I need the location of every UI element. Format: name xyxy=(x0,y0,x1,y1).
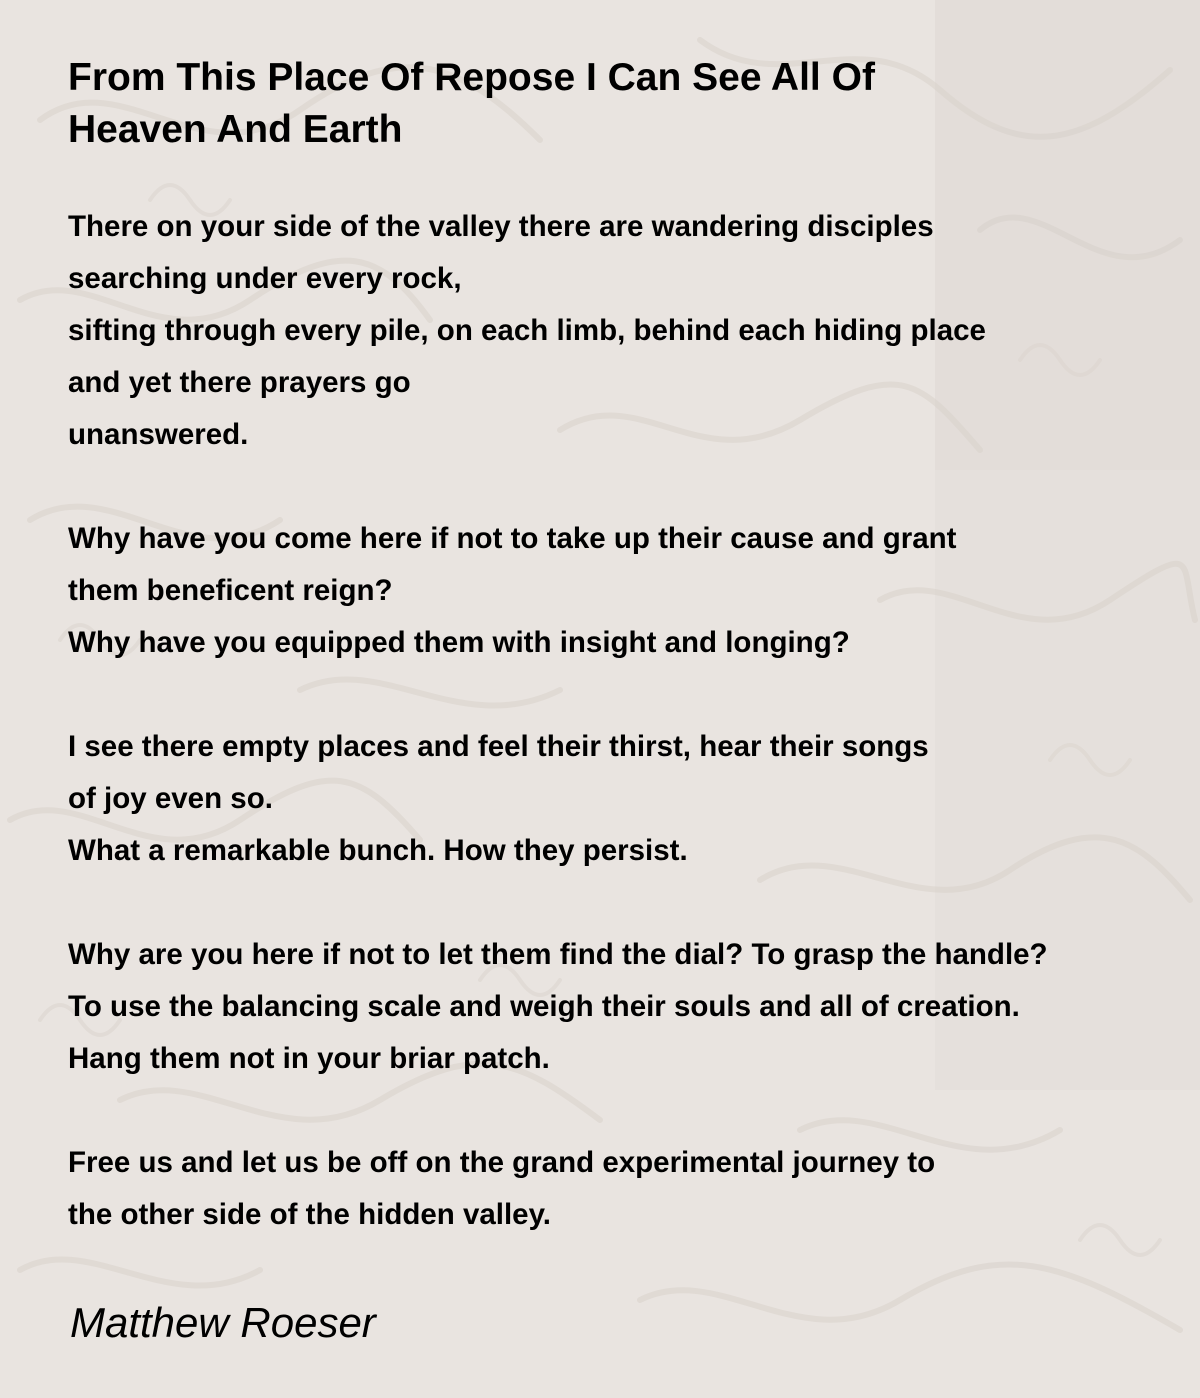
poem-stanza xyxy=(68,721,1188,877)
poem-title-line: Heaven And Earth xyxy=(68,108,403,151)
poem-author: Matthew Roeser xyxy=(70,1299,376,1346)
poem-line: Why have you equipped them with insight and longing? xyxy=(68,626,850,659)
poem-stanza xyxy=(68,1137,1188,1241)
poem-title xyxy=(68,52,1068,156)
poem-stanza xyxy=(68,929,1188,1085)
poem-stanza xyxy=(68,201,1188,461)
poem-line: There on your side of the valley there are wandering disciples xyxy=(68,210,934,243)
poem-line: Free us and let us be off on the grand experimental journey to xyxy=(68,1146,936,1179)
poem-line: the other side of the hidden valley. xyxy=(68,1198,552,1231)
poem-line: Why have you come here if not to take up their cause and grant xyxy=(68,522,957,555)
poem-line: searching under every rock, xyxy=(68,262,462,295)
poem-line: Hang them not in your briar patch. xyxy=(68,1042,550,1075)
poem-stanza xyxy=(68,513,1188,669)
poem-line: them beneficent reign? xyxy=(68,574,393,607)
poem-body xyxy=(68,201,1188,1293)
poem-line: I see there empty places and feel their thirst, hear their songs xyxy=(68,730,929,763)
poem-line: To use the balancing scale and weigh their souls and all of creation. xyxy=(68,990,1020,1023)
poem-line: unanswered. xyxy=(68,418,249,451)
poem-line: What a remarkable bunch. How they persist. xyxy=(68,834,688,867)
poem-line: Why are you here if not to let them find the dial? To grasp the handle? xyxy=(68,938,1048,971)
poem-title-line: From This Place Of Repose I Can See All Of xyxy=(68,56,875,99)
poem-line: sifting through every pile, on each limb, behind each hiding place xyxy=(68,314,986,347)
poem-line: of joy even so. xyxy=(68,782,273,815)
poem-line: and yet there prayers go xyxy=(68,366,411,399)
